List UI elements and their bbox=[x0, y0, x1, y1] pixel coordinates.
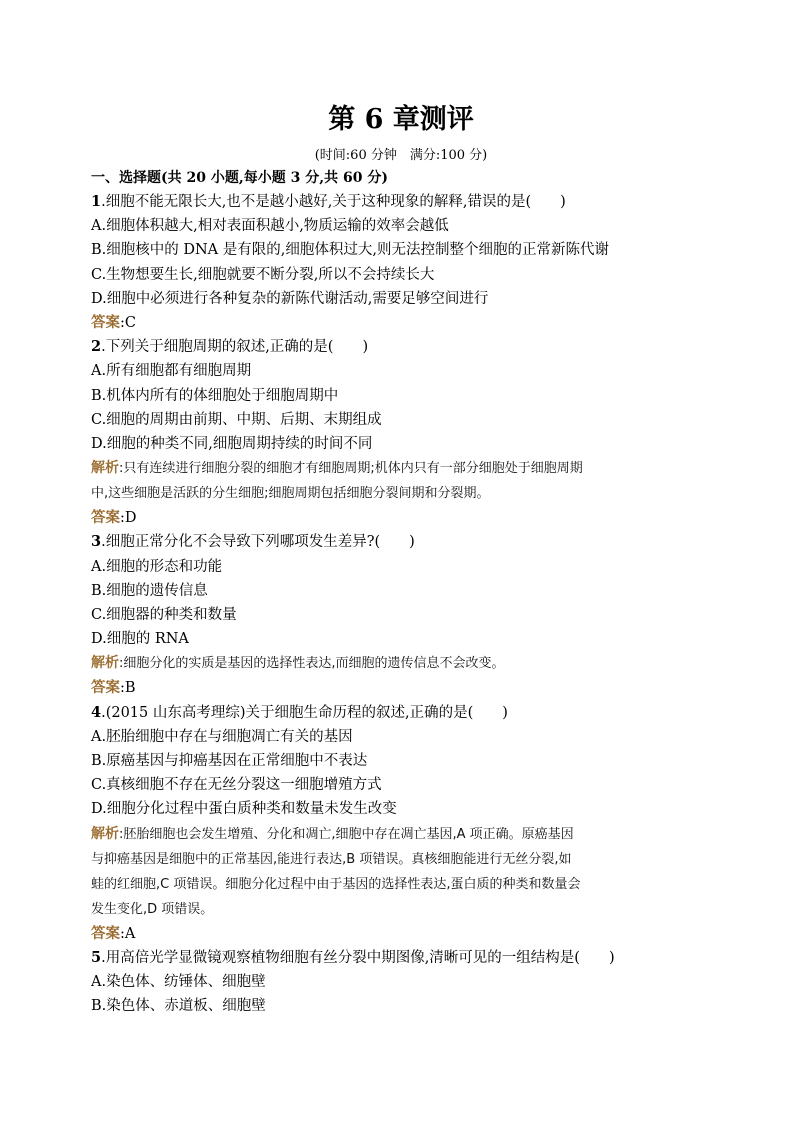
answer-label: 答案 bbox=[91, 924, 120, 942]
explanation-label: 解析 bbox=[91, 655, 119, 672]
question-number: 5 bbox=[91, 948, 102, 966]
explanation bbox=[91, 822, 711, 922]
answer bbox=[91, 506, 711, 530]
option-b: B.细胞核中的 DNA 是有限的,细胞体积过大,则无法控制整个细胞的正常新陈代谢 bbox=[91, 242, 609, 259]
question-3 bbox=[91, 530, 711, 700]
explanation-label: 解析 bbox=[91, 825, 119, 842]
question-text: .细胞正常分化不会导致下列哪项发生差异?( ) bbox=[101, 534, 415, 551]
question-stem bbox=[91, 335, 711, 359]
explanation-line: 解析:细胞分化的实质是基因的选择性表达,而细胞的遗传信息不会改变。 bbox=[91, 655, 505, 672]
answer-label: 答案 bbox=[91, 509, 120, 527]
option-a: A.胚胎细胞中存在与细胞凋亡有关的基因 bbox=[91, 728, 353, 745]
question-text: .细胞不能无限长大,也不是越小越好,关于这种现象的解释,错误的是( ) bbox=[101, 194, 566, 210]
explanation-line: 解析:只有连续进行细胞分裂的细胞才有细胞周期;机体内只有一部分细胞处于细胞周期 bbox=[91, 460, 583, 477]
explanation-line: 解析:胚胎细胞也会发生增殖、分化和凋亡,细胞中存在凋亡基因,A 项正确。原癌基因 bbox=[91, 825, 574, 842]
option-d: D.细胞的种类不同,细胞周期持续的时间不同 bbox=[91, 436, 373, 453]
question-stem bbox=[91, 701, 711, 725]
question-number: 1 bbox=[91, 193, 102, 210]
question-stem bbox=[91, 946, 711, 970]
explanation-line: 与抑癌基因是细胞中的正常基因,能进行表达,B 项错误。真核细胞能进行无丝分裂,如 bbox=[91, 851, 572, 867]
option-a: A.所有细胞都有细胞周期 bbox=[91, 363, 252, 380]
option-a: A.细胞的形态和功能 bbox=[91, 558, 223, 575]
question-text: .用高倍光学显微镜观察植物细胞有丝分裂中期图像,清晰可见的一组结构是( ) bbox=[101, 949, 615, 966]
option-b: B.细胞的遗传信息 bbox=[91, 582, 208, 599]
answer-value: :A bbox=[120, 925, 136, 942]
document-page bbox=[91, 100, 711, 1018]
question-number: 2 bbox=[91, 338, 102, 356]
option-c: C.真核细胞不存在无丝分裂这一细胞增殖方式 bbox=[91, 777, 382, 794]
answer bbox=[91, 676, 711, 700]
page-title: 第 6 章测评 bbox=[328, 104, 474, 135]
answer-value: :C bbox=[120, 315, 136, 332]
option-b: B.染色体、赤道板、细胞壁 bbox=[91, 998, 266, 1015]
question-stem bbox=[91, 530, 711, 554]
question-text: .(2015 山东高考理综)关于细胞生命历程的叙述,正确的是( ) bbox=[101, 704, 508, 721]
option-d: D.细胞分化过程中蛋白质种类和数量未发生改变 bbox=[91, 801, 397, 818]
option-d: D.细胞的 RNA bbox=[91, 631, 189, 648]
answer-label: 答案 bbox=[91, 314, 120, 332]
answer-value: :D bbox=[120, 510, 137, 527]
option-d: D.细胞中必须进行各种复杂的新陈代谢活动,需要足够空间进行 bbox=[91, 290, 489, 307]
question-text: .下列关于细胞周期的叙述,正确的是( ) bbox=[101, 339, 369, 356]
explanation-label: 解析 bbox=[91, 460, 119, 477]
question-4 bbox=[91, 701, 711, 946]
option-b: B.机体内所有的体细胞处于细胞周期中 bbox=[91, 387, 339, 404]
answer-value: :B bbox=[120, 680, 136, 697]
option-a: A.细胞体积越大,相对表面积越小,物质运输的效率会越低 bbox=[91, 218, 449, 235]
explanation-line: 蛙的红细胞,C 项错误。细胞分化过程中由于基因的选择性表达,蛋白质的种类和数量会 bbox=[91, 876, 581, 892]
question-stem bbox=[91, 190, 711, 214]
option-c: C.细胞器的种类和数量 bbox=[91, 607, 237, 624]
section-heading: 一、选择题(共 20 小题,每小题 3 分,共 60 分) bbox=[91, 170, 388, 186]
explanation-line: 发生变化,D 项错误。 bbox=[91, 901, 214, 917]
question-2 bbox=[91, 335, 711, 530]
question-number: 4 bbox=[91, 703, 102, 721]
page-subtitle: (时间:60 分钟 满分:100 分) bbox=[314, 148, 488, 163]
answer bbox=[91, 311, 711, 335]
answer-label: 答案 bbox=[91, 679, 120, 697]
option-b: B.原癌基因与抑癌基因在正常细胞中不表达 bbox=[91, 753, 368, 770]
question-1 bbox=[91, 190, 711, 335]
option-c: C.生物想要生长,细胞就要不断分裂,所以不会持续长大 bbox=[91, 266, 435, 283]
explanation bbox=[91, 651, 711, 676]
answer bbox=[91, 922, 711, 946]
option-a: A.染色体、纺锤体、细胞壁 bbox=[91, 974, 266, 991]
question-number: 3 bbox=[91, 533, 102, 551]
question-5 bbox=[91, 946, 711, 1019]
option-c: C.细胞的周期由前期、中期、后期、末期组成 bbox=[91, 411, 382, 428]
explanation bbox=[91, 456, 711, 506]
explanation-line: 中,这些细胞是活跃的分生细胞;细胞周期包括细胞分裂间期和分裂期。 bbox=[91, 486, 490, 502]
